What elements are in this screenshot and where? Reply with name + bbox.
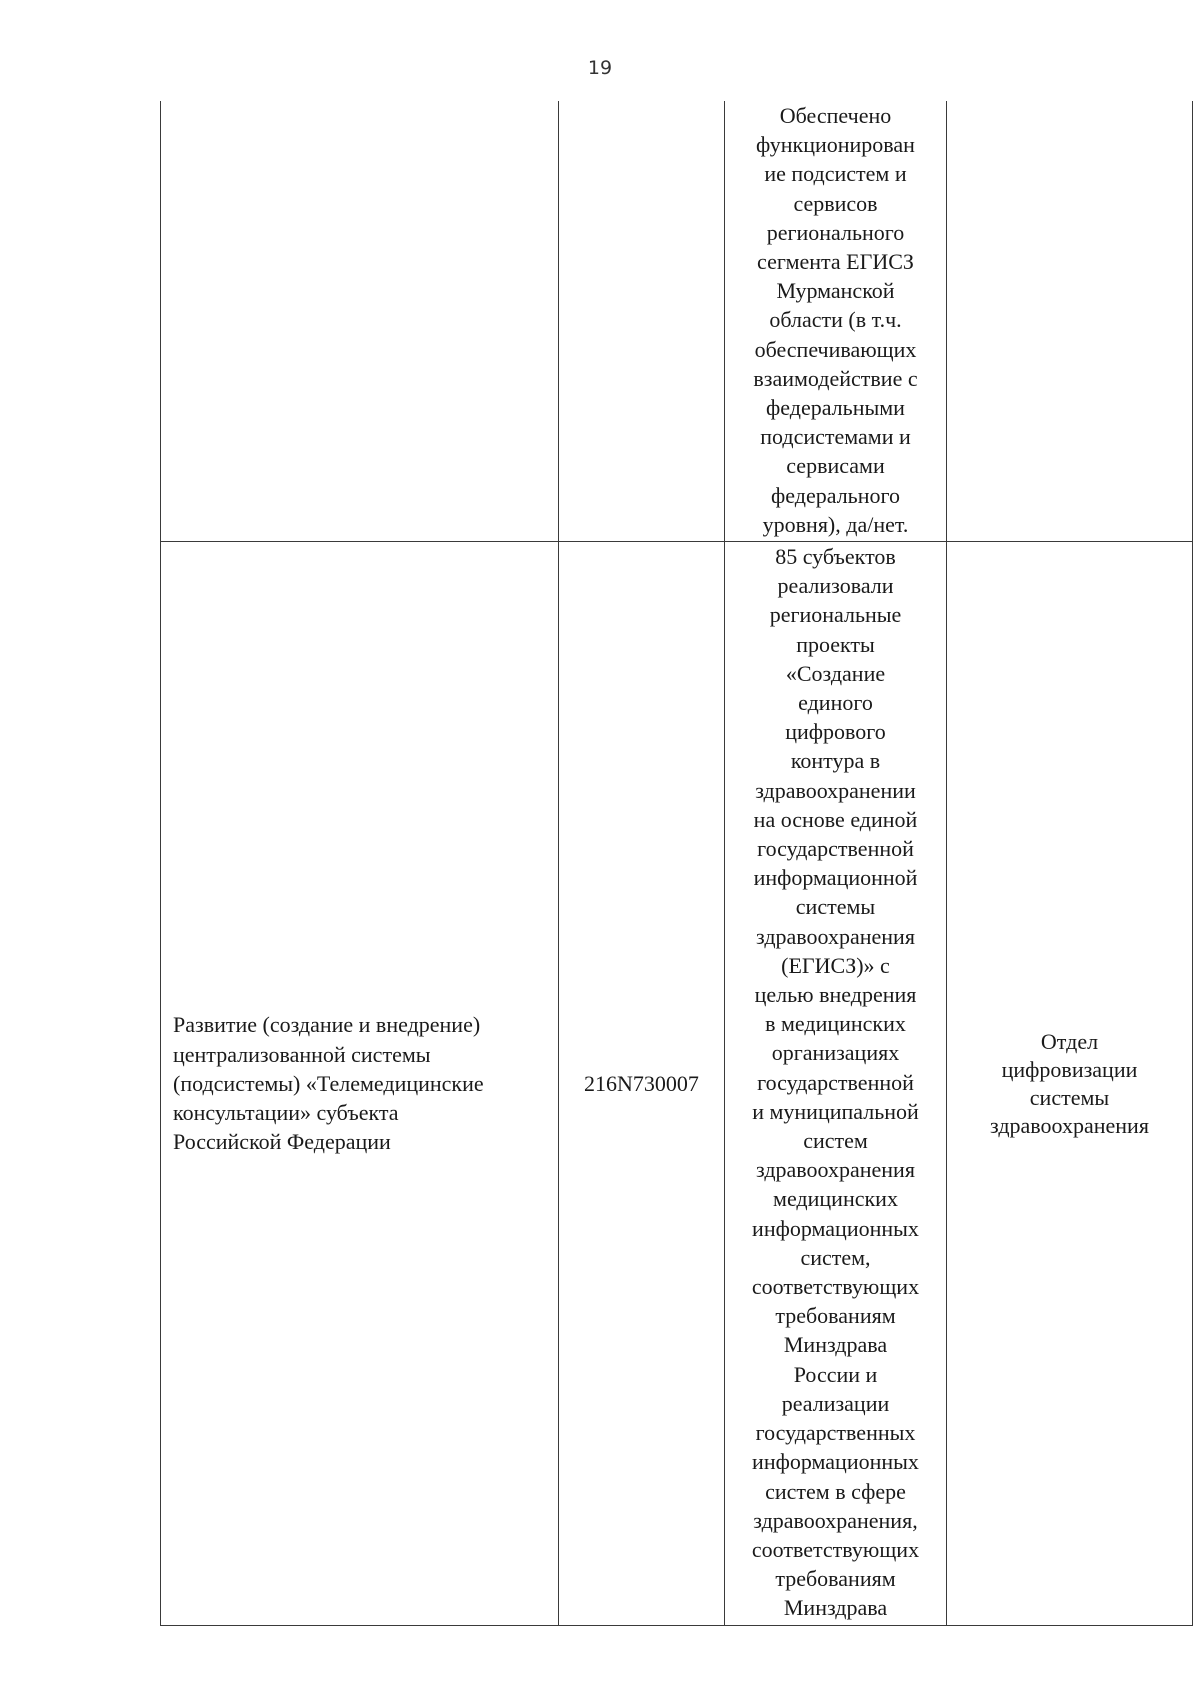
- result-line: ие подсистем и: [764, 161, 907, 187]
- result-line: системы: [795, 894, 876, 920]
- cell-event-name: [161, 101, 559, 542]
- event-name-line: (подсистемы) «Телемедицинские: [173, 1070, 484, 1096]
- indicators-table: [160, 101, 1193, 1626]
- result-line: соответствующих: [751, 1274, 920, 1300]
- result-line: сегмента ЕГИСЗ: [757, 249, 914, 275]
- result-line: систем в сфере: [765, 1478, 906, 1504]
- cell-code: 216N730007: [559, 542, 725, 1626]
- result-line: здравоохранения: [756, 923, 915, 949]
- result-line: сервисов: [793, 190, 878, 216]
- result-line: требованиям: [775, 1303, 896, 1329]
- result-line: сервисами: [786, 453, 885, 479]
- department-line: системы: [1029, 1084, 1110, 1110]
- result-line: области (в т.ч.: [769, 307, 902, 333]
- department-line: цифровизации: [1001, 1056, 1138, 1082]
- cell-code: [559, 101, 725, 542]
- result-line: информационных: [752, 1215, 919, 1241]
- table-row-telemedicine: [161, 542, 1193, 1626]
- result-line: Минздрава: [783, 1332, 888, 1358]
- result-line: целью внедрения: [754, 982, 917, 1008]
- result-line: России и: [793, 1361, 878, 1387]
- result-line: соответствующих: [751, 1536, 920, 1562]
- result-line: Обеспечено: [779, 103, 892, 128]
- result-line: на основе единой: [753, 806, 918, 832]
- page-number: 19: [587, 57, 613, 79]
- result-line: медицинских: [773, 1186, 898, 1212]
- cell-department: [947, 101, 1193, 542]
- result-line: и муниципальной: [752, 1098, 919, 1124]
- result-line: регионального: [766, 219, 905, 245]
- result-line: информационной: [753, 865, 918, 891]
- result-line: систем: [803, 1128, 868, 1154]
- result-line: 85 субъектов: [775, 544, 896, 569]
- result-line: цифрового: [785, 719, 886, 745]
- department-line: Отдел: [1040, 1028, 1099, 1054]
- result-line: в медицинских: [765, 1011, 906, 1037]
- result-line: здравоохранении: [755, 777, 916, 803]
- result-line: (ЕГИСЗ)» с: [781, 952, 890, 978]
- cell-result: [725, 101, 947, 542]
- department-line: здравоохранения: [990, 1112, 1149, 1138]
- result-line: федеральными: [766, 395, 905, 421]
- cell-result: [725, 542, 947, 1626]
- result-line: информационных: [752, 1449, 919, 1475]
- result-line: здравоохранения: [756, 1157, 915, 1183]
- result-line: единого: [798, 690, 873, 716]
- result-line: «Создание: [785, 660, 886, 686]
- event-name-line: консультации» субъекта: [173, 1100, 399, 1126]
- event-name-line: Развитие (создание и внедрение): [173, 1012, 481, 1038]
- event-name-line: Российской Федерации: [173, 1129, 391, 1155]
- result-line: реализации: [781, 1390, 890, 1416]
- result-line: требованиям: [775, 1566, 896, 1592]
- table-row-continued: [161, 101, 1193, 542]
- result-line: уровня), да/нет.: [762, 511, 909, 537]
- result-line: организациях: [771, 1040, 900, 1066]
- result-line: Минздрава: [783, 1595, 888, 1621]
- event-name-line: централизованной системы: [173, 1041, 431, 1067]
- cell-department: [947, 542, 1193, 1626]
- result-line: региональные: [769, 602, 902, 628]
- result-line: федерального: [771, 482, 900, 508]
- result-line: взаимодействие с: [753, 365, 918, 391]
- result-line: контура в: [790, 748, 881, 774]
- result-line: государственной: [757, 836, 914, 862]
- result-line: проекты: [796, 631, 875, 657]
- result-line: обеспечивающих: [754, 336, 917, 362]
- result-line: функционирован: [756, 132, 915, 158]
- result-line: Мурманской: [776, 278, 895, 304]
- result-line: систем,: [800, 1244, 871, 1270]
- result-line: реализовали: [777, 573, 894, 599]
- cell-event-name: [161, 542, 559, 1626]
- result-line: подсистемами и: [760, 424, 911, 450]
- result-line: здравоохранения,: [753, 1507, 918, 1533]
- result-line: государственной: [757, 1069, 914, 1095]
- result-line: государственных: [755, 1420, 916, 1446]
